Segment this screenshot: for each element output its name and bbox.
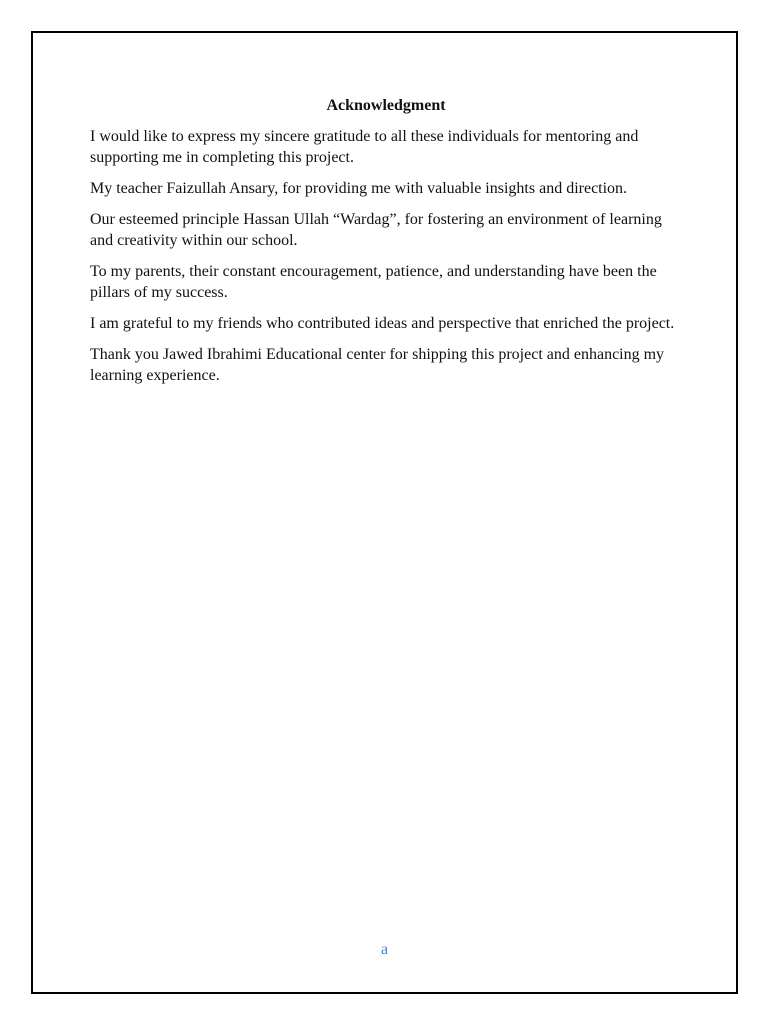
page-number: a <box>380 941 389 958</box>
paragraph-teacher: My teacher Faizullah Ansary, for providing me with valuable insights and direction. <box>90 180 628 197</box>
paragraph-center: Thank you Jawed Ibrahimi Educational center for shipping this project and enhancing my learning experience. <box>90 346 665 384</box>
paragraph-friends: I am grateful to my friends who contributed ideas and perspective that enriched the project. <box>90 315 675 332</box>
document-page <box>31 31 738 994</box>
page-title: Acknowledgment <box>326 97 446 114</box>
paragraph-parents: To my parents, their constant encouragement, patience, and understanding have been the pillars of my success. <box>90 263 657 301</box>
page-content <box>90 95 682 396</box>
paragraph-gratitude: I would like to express my sincere gratitude to all these individuals for mentoring and supporting me in completing this project. <box>90 128 639 166</box>
paragraph-principle: Our esteemed principle Hassan Ullah “Wardag”, for fostering an environment of learning and creativity within our school. <box>90 211 662 249</box>
